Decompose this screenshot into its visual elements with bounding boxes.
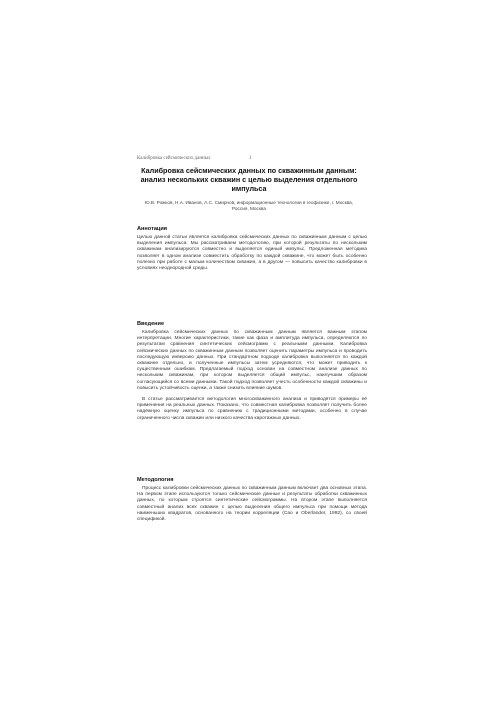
introduction-section <box>137 321 367 427</box>
running-header <box>137 156 367 161</box>
abstract-heading: Аннотация <box>137 226 168 232</box>
introduction-paragraph-1: Калибровка сейсмических данных по скважинным данным является важным этапом интерпретации. Многие характеристики, такие как фаза и амплитуда импульса, определяются по результатам сравнения синтетических сейсмограмм с реальными данными. Калибровка сейсмических данных по скважинным данным позволяет оценить параметры импульса и проводить последующую инверсию данных. При стандартном подходе калибровка выполняется по каждой скважине отдельно, и полученные импульсы затем усредняются, что может приводить к существенным ошибкам. Предлагаемый подход основан на совместном анализе данных по нескольким скважинам, при котором выделяется общий импульс, наилучшим образом согласующийся со всеми данными. Такой подход позволяет учесть особенности каждой скважины и повысить устойчивость оценки, а также снизить влияние шумов. <box>137 330 367 391</box>
methodology-paragraph-1: Процесс калибровки сейсмических данных по скважинным данным включает два основных этапа. На первом этапе используются только сейсмические данные и результаты обработки скважинных данных, по которым строятся синтетические сейсмограммы. На втором этапе выполняется совместный анализ всех скважин с целью выделения общего импульса при помощи метода наименьших квадратов, основанного на теории корреляции (Cao и Oberlander, 1992), со своей спецификой. <box>137 486 367 523</box>
page-number: 1 <box>249 156 252 161</box>
methodology-heading: Методология <box>137 477 174 483</box>
paper-authors: Ю.В. Рожков, Н.А. Иванов, А.С. Смирнов, информационные технологии в геофизике, г. Москва, Россия, Москва <box>144 200 354 212</box>
methodology-section <box>137 477 367 528</box>
introduction-heading: Введение <box>137 321 165 327</box>
introduction-paragraph-2: В статье рассматривается методология многоскважинного анализа и приводятся примеры её применения на реальных данных. Показано, что совместная калибровка позволяет получить более надёжную оценку импульса по сравнению с традиционными методами, особенно в случае ограниченного числа скважин или низкого качества каротажных данных. <box>137 397 367 421</box>
abstract-section <box>137 226 367 277</box>
abstract-text: Целью данной статьи является калибровка сейсмических данных по скважинным данным с целью выделения импульса. Мы рассматриваем методологию, при которой результаты по нескольким скважинам анализируются совместно и выделяется единый импульс. Предложенная методика позволяет в одном анализе совместить обработку по каждой скважине, что может быть особенно полезно при работе с малым количеством скважин, а в другом — повысить качество калибровки в условиях неоднородной среды. <box>137 235 367 272</box>
running-header-text: Калибровка сейсмических данных <box>137 156 211 161</box>
paper-title: Калибровка сейсмических данных по скважинным данным: анализ нескольких скважин с целью выделения отдельного импульса <box>140 166 358 194</box>
